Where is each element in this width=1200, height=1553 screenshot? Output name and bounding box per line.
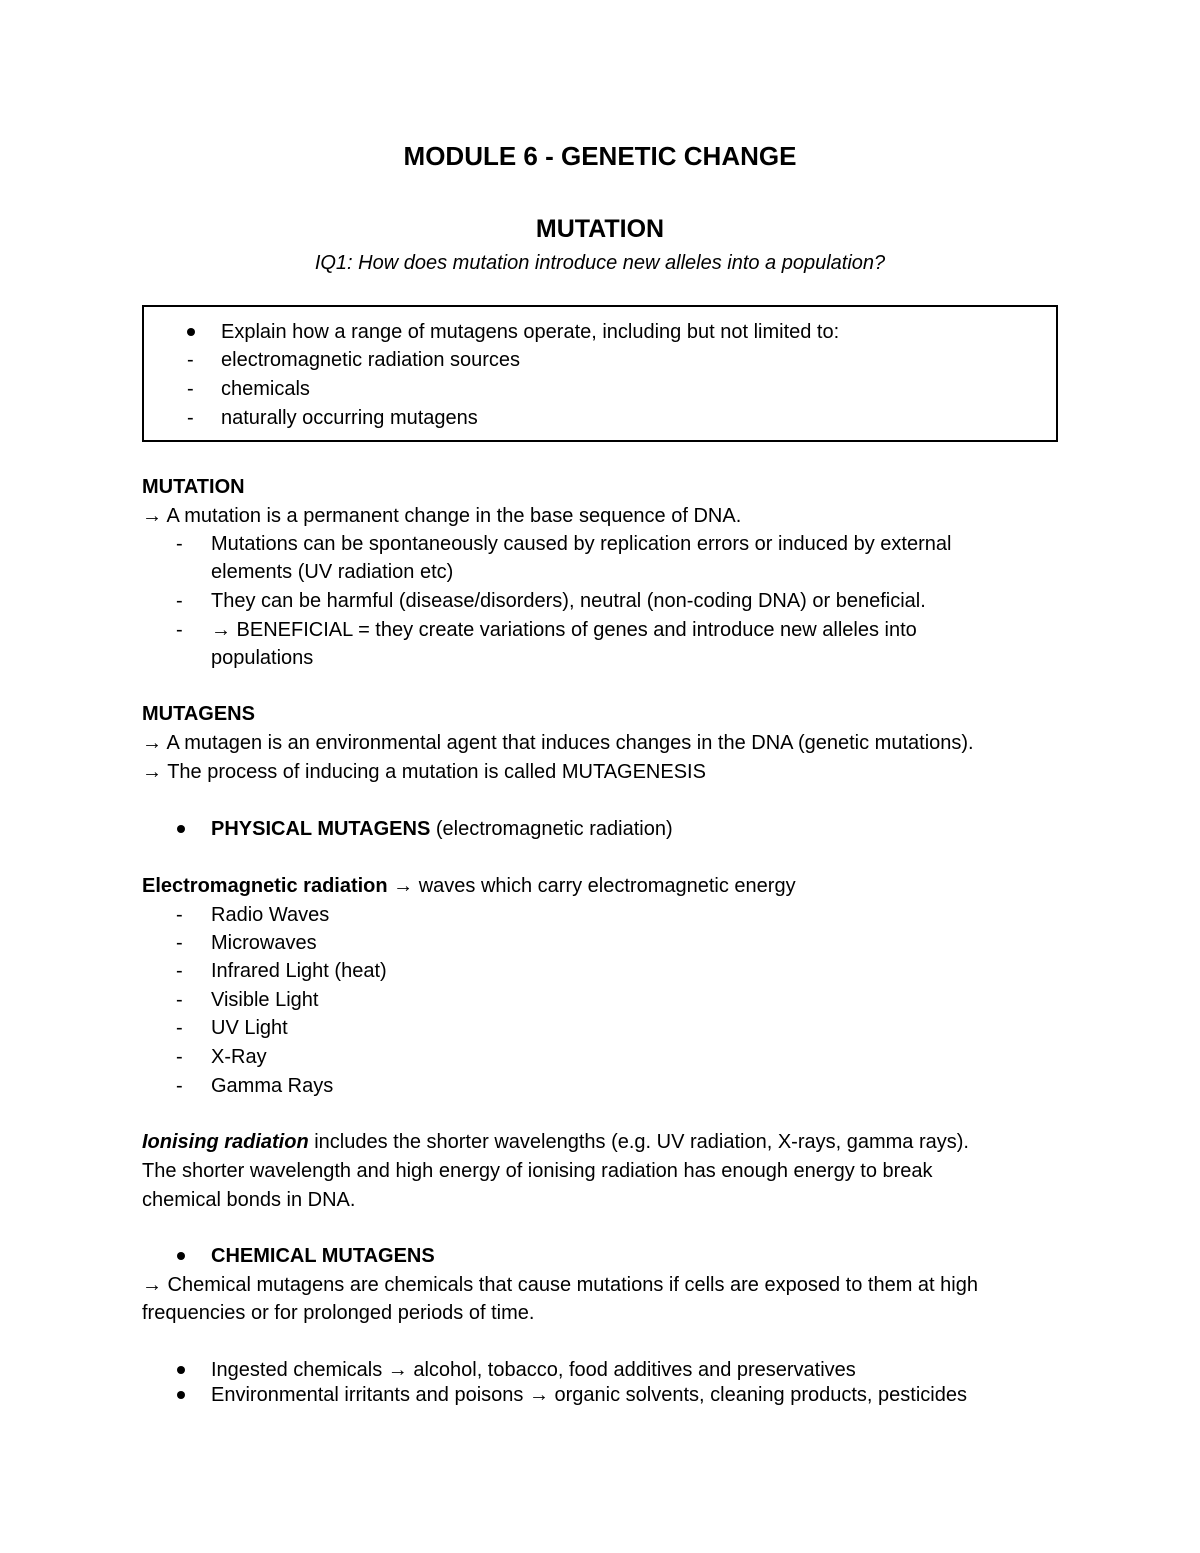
mutagens-line: → The process of inducing a mutation is called MUTAGENESIS: [142, 761, 706, 783]
mutation-point: elements (UV radiation etc): [211, 561, 454, 583]
dash-marker: -: [187, 378, 194, 400]
chemical-line: frequencies or for prolonged periods of time.: [142, 1302, 535, 1324]
dash-marker: -: [176, 619, 183, 641]
chemical-item: Ingested chemicals → alcohol, tobacco, food additives and preservatives: [211, 1359, 856, 1381]
dash-marker: -: [176, 989, 183, 1011]
physical-mutagens-note: (electromagnetic radiation): [430, 818, 673, 840]
mutation-definition: → A mutation is a permanent change in the base sequence of DNA.: [142, 505, 742, 527]
dash-marker: -: [176, 533, 183, 555]
box-item: electromagnetic radiation sources: [221, 349, 521, 371]
dash-marker: -: [176, 904, 183, 926]
section-title: MUTATION: [535, 215, 665, 243]
em-radiation-definition: → waves which carry electromagnetic energy: [387, 875, 796, 897]
chemical-item: Environmental irritants and poisons → organic solvents, cleaning products, pesticides: [211, 1384, 967, 1406]
ionising-line: The shorter wavelength and high energy of ionising radiation has enough energy to break: [142, 1160, 933, 1182]
bullet-icon: [177, 1252, 185, 1260]
ionising-term: Ionising radiation: [142, 1131, 309, 1153]
bullet-icon: [177, 1391, 185, 1399]
inquiry-question: IQ1: How does mutation introduce new alleles into a population?: [314, 252, 886, 274]
dash-marker: -: [176, 960, 183, 982]
chemical-mutagens-heading: CHEMICAL MUTAGENS: [211, 1245, 435, 1267]
box-item: chemicals: [221, 378, 310, 400]
ionising-line: [142, 1132, 969, 1152]
dash-marker: -: [176, 590, 183, 612]
box-item: naturally occurring mutagens: [221, 407, 478, 429]
chemical-line: → Chemical mutagens are chemicals that cause mutations if cells are exposed to them at high: [142, 1274, 978, 1296]
mutation-point: → BENEFICIAL = they create variations of genes and introduce new alleles into: [211, 619, 917, 641]
em-radiation-term: Electromagnetic radiation: [142, 875, 388, 897]
em-item: Visible Light: [211, 989, 319, 1011]
mutation-point: They can be harmful (disease/disorders), neutral (non-coding DNA) or beneficial.: [211, 590, 926, 612]
em-item: Infrared Light (heat): [211, 960, 387, 982]
page-title: MODULE 6 - GENETIC CHANGE: [403, 141, 797, 171]
dash-marker: -: [176, 1017, 183, 1039]
em-item: X-Ray: [211, 1046, 267, 1068]
em-item: Gamma Rays: [211, 1075, 334, 1097]
dash-marker: -: [176, 1075, 183, 1097]
em-item: Radio Waves: [211, 904, 330, 926]
dash-marker: -: [176, 1046, 183, 1068]
em-item: UV Light: [211, 1017, 288, 1039]
physical-mutagens-label: PHYSICAL MUTAGENS: [211, 818, 431, 840]
box-bullet-text: Explain how a range of mutagens operate, including but not limited to:: [221, 321, 840, 343]
dash-marker: -: [176, 932, 183, 954]
bullet-icon: [187, 328, 195, 336]
bullet-icon: [177, 1366, 185, 1374]
bullet-icon: [177, 825, 185, 833]
em-radiation-line: [142, 876, 796, 896]
dash-marker: -: [187, 349, 194, 371]
mutation-heading: MUTATION: [142, 476, 245, 498]
mutagens-heading: MUTAGENS: [142, 703, 255, 725]
mutation-point: populations: [211, 647, 314, 669]
mutation-point: Mutations can be spontaneously caused by replication errors or induced by external: [211, 533, 952, 555]
ionising-text: includes the shorter wavelengths (e.g. UV radiation, X-rays, gamma rays).: [308, 1131, 969, 1153]
ionising-line: chemical bonds in DNA.: [142, 1189, 356, 1211]
em-item: Microwaves: [211, 932, 317, 954]
mutagens-line: → A mutagen is an environmental agent that induces changes in the DNA (genetic mutations).: [142, 732, 974, 754]
dash-marker: -: [187, 407, 194, 429]
physical-mutagens-item: [211, 819, 673, 839]
